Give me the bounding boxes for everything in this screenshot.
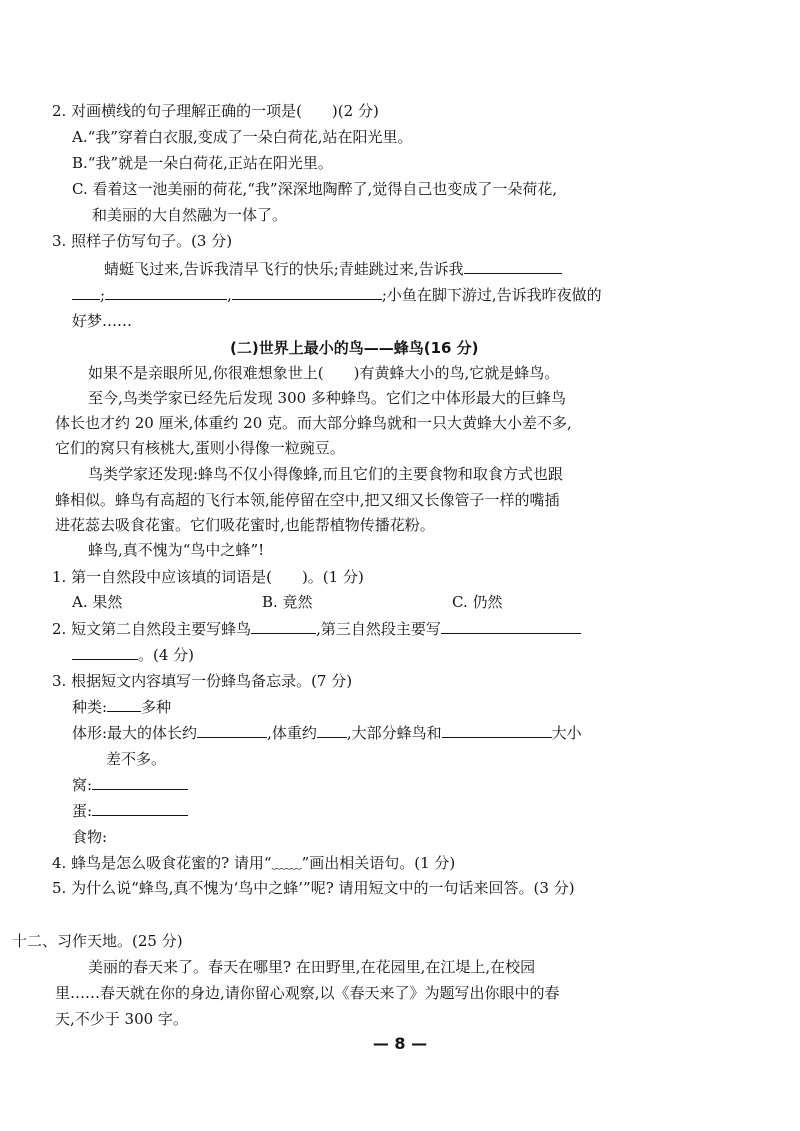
imitate-text1: 蜻蜓飞过来,告诉我清早飞行的快乐;青蛙跳过来,告诉我 [104,260,464,278]
wavy-mark: ﹏﹏ [271,854,302,872]
question-2: 2. 对画横线的句子理解正确的一项是( )(2 分) [52,102,379,120]
q2-text-b: ,第三自然段主要写 [316,620,441,638]
memo-shape [72,722,582,744]
separator: ; [100,286,106,304]
q1-end: )。(1 分) [301,568,364,586]
memo-food: 食物: [72,828,108,846]
imitate-line1 [104,258,562,280]
answer-blank[interactable] [107,696,141,712]
answer-blank[interactable] [251,618,316,634]
q1-option-a: A. 果然 [72,593,123,611]
option-c-line2: 和美丽的大自然融为一体了。 [92,206,288,224]
para3-line3: 进花蕊去吸食花蜜。它们吸花蜜时,也能帮植物传播花粉。 [55,516,435,534]
answer-blank[interactable] [441,618,581,634]
answer-blank[interactable] [92,800,188,816]
para1-text-b: )有黄蜂大小的鸟,它就是蜂鸟。 [353,364,560,382]
composition-line2: 里……春天就在你的身边,请你留心观察,以《春天来了》为题写出你眼中的春 [55,984,560,1002]
separator: , [227,286,232,304]
q-3: 3. 根据短文内容填写一份蜂鸟备忘录。(7 分) [52,672,353,690]
answer-blank[interactable] [317,722,347,738]
q2-text-a: 2. 短文第二自然段主要写蜂鸟 [52,620,252,638]
q1-text: 1. 第一自然段中应该填的词语是( [52,568,272,586]
memo-nest [72,774,188,796]
memo-egg [72,800,188,822]
shape-mid3: 大小 [551,724,582,742]
kind-label: 种类: [72,698,108,716]
answer-blank[interactable] [197,722,267,738]
imitate-line3: 好梦…… [72,312,133,330]
answer-blank[interactable] [72,644,138,660]
para1-text-a: 如果不是亲眼所见,你很难想象世上( [88,364,324,382]
answer-blank[interactable] [442,722,552,738]
answer-blank[interactable] [105,284,227,300]
q-5: 5. 为什么说“蜂鸟,真不愧为‘鸟中之蜂’”呢? 请用短文中的一句话来回答。(3 分) [52,879,575,897]
answer-blank[interactable] [72,284,100,300]
q1-option-c: C. 仍然 [452,593,503,611]
q1-option-b: B. 竟然 [262,593,313,611]
q2-text-c: 。(4 分) [138,646,195,664]
q-4 [52,852,455,874]
page-number: — 8 — [372,1034,428,1053]
para2-line3: 它们的窝只有核桃大,蛋则小得像一粒豌豆。 [55,439,345,457]
kind-suffix: 多种 [141,698,172,716]
question-3: 3. 照样子仿写句子。(3 分) [52,232,233,250]
para2-line2: 体长也才约 20 厘米,体重约 20 克。而大部分蜂鸟就和一只大黄蜂大小差不多, [55,414,572,432]
para4: 蜂鸟,真不愧为“鸟中之蜂”! [88,541,265,559]
answer-blank[interactable] [92,774,188,790]
section-title: (二)世界上最小的鸟——蜂鸟(16 分) [230,339,479,357]
egg-label: 蛋: [72,802,93,820]
q-1 [52,566,364,588]
answer-blank[interactable] [232,284,382,300]
shape-label: 体形:最大的体长约 [72,724,198,742]
imitate-text2: ;小鱼在脚下游过,告诉我昨夜做的 [381,286,602,304]
option-b: B.“我”就是一朵白荷花,正站在阳光里。 [72,154,333,172]
q4-text-b: ”画出相关语句。(1 分) [301,854,456,872]
nest-label: 窝: [72,776,93,794]
q2-line2 [72,644,194,666]
para3-line2: 蜂相似。蜂鸟有高超的飞行本领,能停留在空中,把又细又长像管子一样的嘴插 [55,491,560,509]
para3-line1: 鸟类学家还发现:蜂鸟不仅小得像蜂,而且它们的主要食物和取食方式也跟 [88,465,563,483]
memo-kind [72,696,171,718]
para2-line1: 至今,鸟类学家已经先后发现 300 多种蜂鸟。它们之中体形最大的巨蜂鸟 [88,389,566,407]
q-2 [52,618,581,640]
composition-heading: 十二、习作天地。(25 分) [12,932,183,950]
q4-text-a: 4. 蜂鸟是怎么吸食花蜜的? 请用“ [52,854,272,872]
para1 [88,362,559,384]
imitate-line2 [72,284,602,306]
option-c-line1: C. 看着这一池美丽的荷花,“我”深深地陶醉了,觉得自己也变成了一朵荷花, [72,180,558,198]
answer-blank[interactable] [464,258,562,274]
composition-line3: 天,不少于 300 字。 [55,1010,188,1028]
option-a: A.“我”穿着白衣服,变成了一朵白荷花,站在阳光里。 [72,128,413,146]
composition-line1: 美丽的春天来了。春天在哪里? 在田野里,在花园里,在江堤上,在校园 [88,958,536,976]
shape-mid1: ,体重约 [267,724,317,742]
memo-shape-end: 差不多。 [106,750,167,768]
shape-mid2: ,大部分蜂鸟和 [346,724,442,742]
